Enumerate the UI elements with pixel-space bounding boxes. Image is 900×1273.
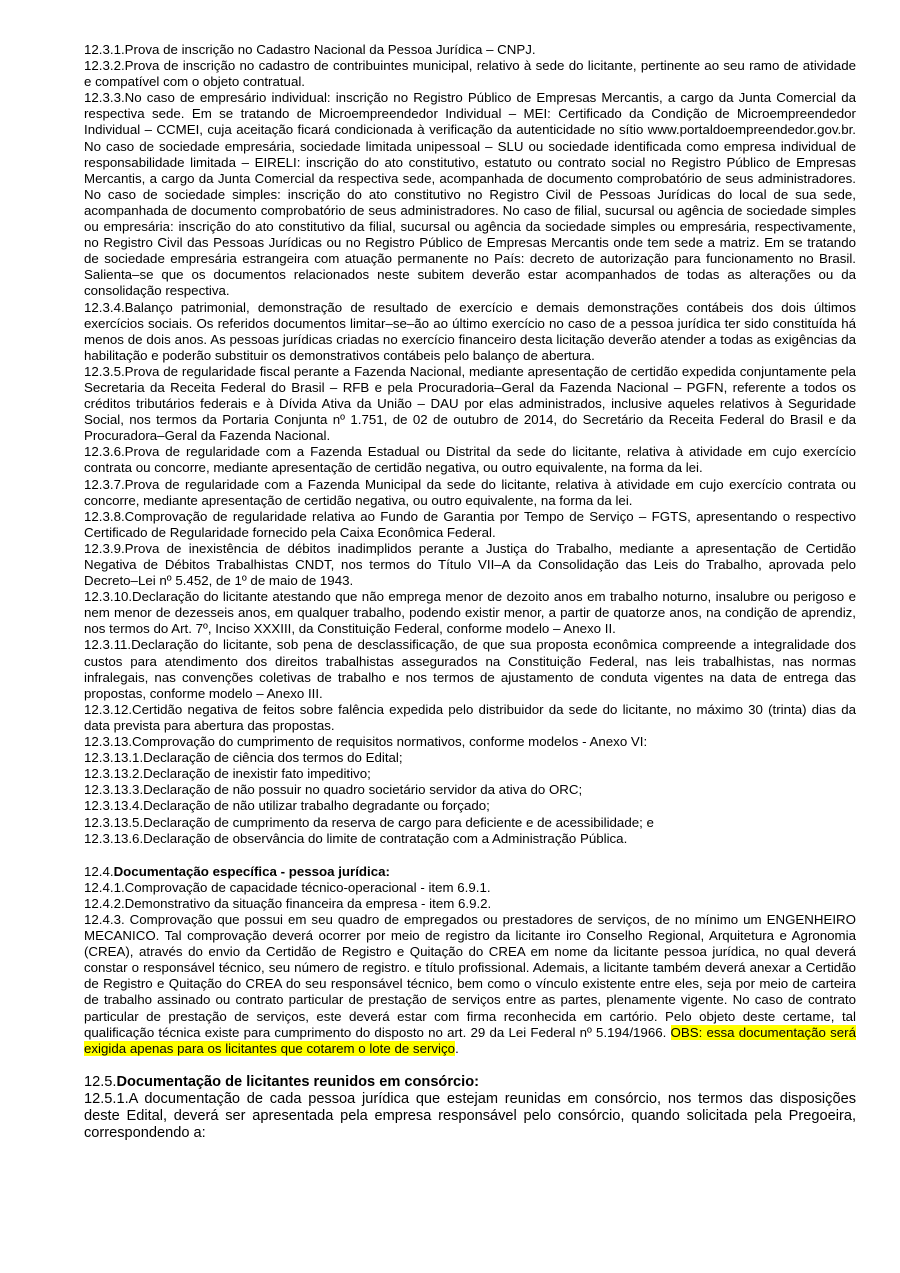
highlighted-note: OBS: essa documentação será exigida apenas para os licitantes que cotarem o lote de serviço xyxy=(84,1024,856,1056)
section-12-5-heading xyxy=(84,1074,856,1091)
paragraph-12-3-8: 12.3.8.Comprovação de regularidade relativa ao Fundo de Garantia por Tempo de Serviço – FGTS, apresentando o respectivo Certificado de Regularidade fornecido pela Caixa Econômica Federal. xyxy=(84,508,856,540)
paragraph-12-4-3 xyxy=(84,912,856,1057)
section-12-4-heading xyxy=(84,864,856,880)
section-title: Documentação de licitantes reunidos em consórcio: xyxy=(116,1073,479,1090)
section-number: 12.5. xyxy=(84,1073,117,1090)
section-12-4 xyxy=(84,864,856,1057)
paragraph-end: . xyxy=(455,1040,459,1056)
paragraph-12-3-1: 12.3.1.Prova de inscrição no Cadastro Nacional da Pessoa Jurídica – CNPJ. xyxy=(84,42,536,57)
paragraph-12-3-13-5: 12.3.13.5.Declaração de cumprimento da reserva de cargo para deficiente e de acessibilidade; e xyxy=(84,814,654,830)
paragraph-12-3-11: 12.3.11.Declaração do licitante, sob pena de desclassificação, de que sua proposta econômica compreende a integralidade dos custos para atendimento dos direitos trabalhistas assegurados na Constituição Federal, nas leis trabalhistas, nas normas infralegais, nas convenções coletivas de trabalho e nos termos de ajustamento de conduta vigentes na data de entrega das propostas, conforme modelo – Anexo III. xyxy=(84,637,856,701)
paragraph-12-3-9: 12.3.9.Prova de inexistência de débitos inadimplidos perante a Justiça do Trabalho, mediante a apresentação de Certidão Negativa de Débitos Trabalhistas CNDT, nos termos do Título VII–A da Consolidação das Leis do Trabalho, aprovada pelo Decreto–Lei nº 5.452, de 1º de maio de 1943. xyxy=(84,540,856,589)
paragraph-12-3-4: 12.3.4.Balanço patrimonial, demonstração de resultado de exercício e demais demonstrações contábeis dos dois últimos exercícios sociais. Os referidos documentos limitar–se–ão ao último exercício no caso de a pessoa jurídica ter sido constituída há menos de dois anos. As pessoas jurídicas criadas no exercício financeiro desta licitação deverão atender a todas as exigências da habilitação e poderão substituir os demonstrativos contábeis pelo balanço de abertura. xyxy=(84,299,856,363)
paragraph-12-3-5: 12.3.5.Prova de regularidade fiscal perante a Fazenda Nacional, mediante apresentação de certidão expedida conjuntamente pela Secretaria da Receita Federal do Brasil – RFB e pela Procuradoria–Geral da Fazenda Nacional – PGFN, referente a todos os créditos tributários federais e à Dívida Ativa da União – DAU por elas administrados, inclusive aqueles relativos à Seguridade Social, nos termos da Portaria Conjunta nº 1.751, de 02 de outubro de 2014, do Secretário da Receita Federal do Brasil e da Procuradora–Geral da Fazenda Nacional. xyxy=(84,363,856,444)
section-12-3-items xyxy=(84,42,856,847)
paragraph-12-3-6: 12.3.6.Prova de regularidade com a Fazenda Estadual ou Distrital da sede do licitante, relativa à atividade em cujo exercício contrata ou concorre, mediante apresentação de certidão negativa, ou outro equivalente, na forma da lei. xyxy=(84,444,856,476)
paragraph-12-3-12: 12.3.12.Certidão negativa de feitos sobre falência expedida pelo distribuidor da sede do licitante, no máximo 30 (trinta) dias da data prevista para abertura das propostas. xyxy=(84,701,856,733)
spacer xyxy=(84,1057,856,1074)
section-number: 12.4. xyxy=(84,863,114,879)
paragraph-12-3-13-6: 12.3.13.6.Declaração de observância do limite de contratação com a Administração Pública. xyxy=(84,830,628,846)
paragraph-12-3-13-3: 12.3.13.3.Declaração de não possuir no quadro societário servidor da ativa do ORC; xyxy=(84,782,583,798)
paragraph-12-3-13: 12.3.13.Comprovação do cumprimento de requisitos normativos, conforme modelos - Anexo VI: xyxy=(84,734,648,750)
paragraph-12-3-13-2: 12.3.13.2.Declaração de inexistir fato impeditivo; xyxy=(84,766,371,782)
paragraph-12-5-1: 12.5.1.A documentação de cada pessoa jurídica que estejam reunidas em consórcio, nos termos das disposições deste Edital, deverá ser apresentada pela empresa responsável pelo consórcio, quando solicitada pela Pregoeira, correspondendo a: xyxy=(84,1091,856,1142)
paragraph-12-3-2: 12.3.2.Prova de inscrição no cadastro de contribuintes municipal, relativo à sede do licitante, pertinente ao seu ramo de atividade e compatível com o objeto contratual. xyxy=(84,58,856,90)
paragraph-text: 12.4.3. Comprovação que possui em seu quadro de empregados ou prestadores de serviços, de no mínimo um ENGENHEIRO MECANICO. Tal comprovação deverá ocorrer por meio de registro da licitante iro Conselho Regional, Arquitetura e Agronomia (CREA), através do envio da Certidão de Registro e Quitação do CREA em nome da licitante pessoa jurídica, no qual deverá constar o responsável técnico, seu número de registro. e título profissional. Ademais, a licitante também deverá anexar a Certidão de Registro e Quitação do CREA do seu responsável técnico, bem como o vínculo existente entre eles, seja por meio de carteira de trabalho assinado ou contrato particular de prestação de serviços entre as partes, plenamente vigente. No caso de contrato particular de prestação de serviços, este deverá estar com firma reconhecida em cartório. Pelo objeto deste certame, tal qualificação técnica existe para cumprimento do disposto no art. 29 da Lei Federal nº 5.194/1966. xyxy=(84,911,856,1040)
paragraph-12-3-7: 12.3.7.Prova de regularidade com a Fazenda Municipal da sede do licitante, relativa à atividade em cujo exercício contrata ou concorre, mediante apresentação de certidão negativa, ou outro equivalente, na forma da lei. xyxy=(84,476,856,508)
spacer xyxy=(84,847,856,864)
section-12-5 xyxy=(84,1074,856,1143)
paragraph-12-3-10: 12.3.10.Declaração do licitante atestando que não emprega menor de dezoito anos em trabalho noturno, insalubre ou perigoso e nem menor de dezesseis anos, em qualquer trabalho, podendo existir menor, a partir de quatorze anos, na condição de aprendiz, nos termos do Art. 7º, Inciso XXXIII, da Constituição Federal, conforme modelo – Anexo II. xyxy=(84,589,856,637)
paragraph-12-4-1: 12.4.1.Comprovação de capacidade técnico-operacional - item 6.9.1. xyxy=(84,879,491,895)
paragraph-12-3-3: 12.3.3.No caso de empresário individual: inscrição no Registro Público de Empresas Mercantis, a cargo da Junta Comercial da respectiva sede. Em se tratando de Microempreendedor Individual – MEI: Certificado da Condição de Microempreendedor Individual – CCMEI, cuja aceitação ficará condicionada à verificação da autenticidade no sítio www.portaldoempreendedor.gov.br. No caso de sociedade empresária, sociedade limitada unipessoal – SLU ou sociedade identificada como empresa individual de responsabilidade limitada – EIRELI: inscrição do ato constitutivo, estatuto ou contrato social no Registro Público de Empresas Mercantis, a cargo da Junta Comercial da respectiva sede, acompanhada de documento comprobatório de seus administradores. No caso de sociedade simples: inscrição do ato constitutivo no Registro Civil de Pessoas Jurídicas do local de sua sede, acompanhada de documento comprobatório de seus administradores. No caso de filial, sucursal ou agência de sociedade simples ou empresária: inscrição do ato constitutivo da filial, sucursal ou agência da sociedade simples ou empresária, respectivamente, no Registro Civil das Pessoas Jurídicas ou no Registro Público de Empresas Mercantis onde tem sede a matriz. Em se tratando de sociedade empresária estrangeira com atuação permanente no País: decreto de autorização para funcionamento no Brasil. Salienta–se que os documentos relacionados neste subitem deverão estar acompanhados de todas as alterações ou da consolidação respectiva. xyxy=(84,90,856,299)
paragraph-12-4-2: 12.4.2.Demonstrativo da situação financeira da empresa - item 6.9.2. xyxy=(84,895,492,911)
paragraph-12-3-13-4: 12.3.13.4.Declaração de não utilizar trabalho degradante ou forçado; xyxy=(84,798,490,814)
paragraph-12-3-13-1: 12.3.13.1.Declaração de ciência dos termos do Edital; xyxy=(84,750,403,766)
document-page xyxy=(84,42,856,1143)
section-title: Documentação específica - pessoa jurídica: xyxy=(113,863,390,879)
